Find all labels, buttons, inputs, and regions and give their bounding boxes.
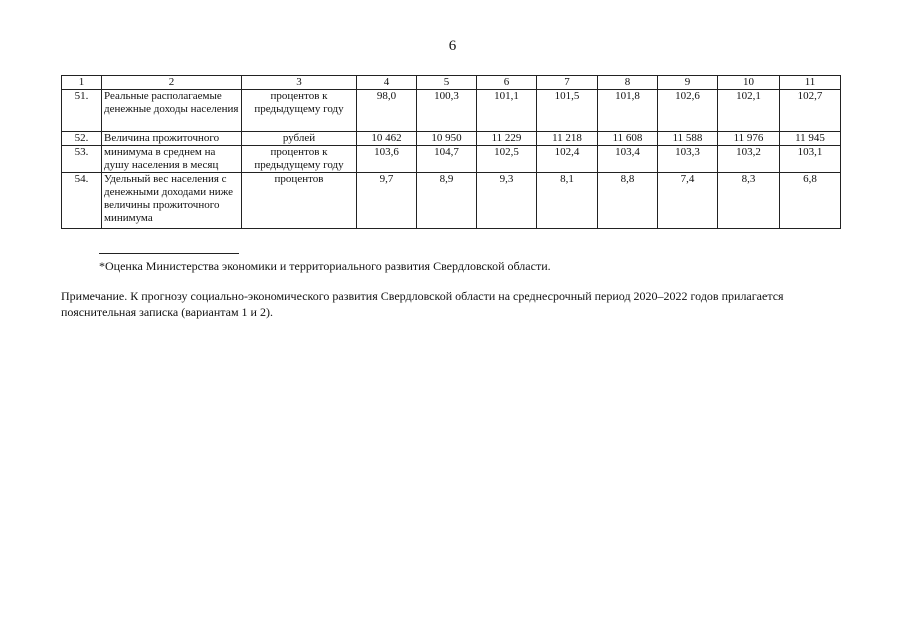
header-cell: 9 (658, 76, 718, 90)
value-cell: 7,4 (658, 173, 718, 229)
header-cell: 7 (537, 76, 598, 90)
indicator-name: Реальные располагаемые денежные доходы населения (102, 90, 242, 132)
header-cell: 4 (357, 76, 417, 90)
value-cell: 100,3 (417, 90, 477, 132)
table-row (62, 132, 841, 146)
header-cell: 1 (62, 76, 102, 90)
value-cell: 8,1 (537, 173, 598, 229)
row-number: 51. (62, 90, 102, 132)
header-cell: 10 (718, 76, 780, 90)
value-cell: 11 588 (658, 132, 718, 146)
row-number: 52. (62, 132, 102, 146)
value-cell: 103,2 (718, 146, 780, 173)
value-cell: 8,8 (598, 173, 658, 229)
value-cell: 102,1 (718, 90, 780, 132)
value-cell: 102,5 (477, 146, 537, 173)
value-cell: 10 950 (417, 132, 477, 146)
unit-cell: процентов к предыдущему году (242, 146, 357, 173)
header-cell: 5 (417, 76, 477, 90)
indicator-name: минимума в среднем на душу населения в месяц (102, 146, 242, 173)
value-cell: 103,4 (598, 146, 658, 173)
unit-cell: процентов (242, 173, 357, 229)
unit-cell: рублей (242, 132, 357, 146)
value-cell: 102,6 (658, 90, 718, 132)
table-header-row (62, 76, 841, 90)
value-cell: 6,8 (780, 173, 841, 229)
header-cell: 2 (102, 76, 242, 90)
value-cell: 103,1 (780, 146, 841, 173)
page-number: 6 (448, 38, 457, 54)
row-number: 53. (62, 146, 102, 173)
value-cell: 101,5 (537, 90, 598, 132)
value-cell: 102,4 (537, 146, 598, 173)
value-cell: 101,8 (598, 90, 658, 132)
table-row (62, 90, 841, 132)
value-cell: 8,3 (718, 173, 780, 229)
value-cell: 11 976 (718, 132, 780, 146)
value-cell: 104,7 (417, 146, 477, 173)
header-cell: 3 (242, 76, 357, 90)
header-cell: 8 (598, 76, 658, 90)
value-cell: 11 218 (537, 132, 598, 146)
footnote: *Оценка Министерства экономики и территориального развития Свердловской области. (99, 259, 551, 273)
value-cell: 10 462 (357, 132, 417, 146)
value-cell: 11 229 (477, 132, 537, 146)
header-cell: 11 (780, 76, 841, 90)
indicator-name: Удельный вес населения с денежными доходами ниже величины прожиточного минимума (102, 173, 242, 229)
forecast-table (61, 75, 841, 229)
table-row (62, 146, 841, 173)
value-cell: 9,7 (357, 173, 417, 229)
value-cell: 102,7 (780, 90, 841, 132)
value-cell: 103,3 (658, 146, 718, 173)
indicator-name: Величина прожиточного (102, 132, 242, 146)
value-cell: 98,0 (357, 90, 417, 132)
table-row (62, 173, 841, 229)
value-cell: 9,3 (477, 173, 537, 229)
value-cell: 103,6 (357, 146, 417, 173)
value-cell: 101,1 (477, 90, 537, 132)
value-cell: 11 945 (780, 132, 841, 146)
unit-cell: процентов к предыдущему году (242, 90, 357, 132)
value-cell: 11 608 (598, 132, 658, 146)
header-cell: 6 (477, 76, 537, 90)
row-number: 54. (62, 173, 102, 229)
value-cell: 8,9 (417, 173, 477, 229)
note-paragraph: Примечание. К прогнозу социально-экономического развития Свердловской области на среднесрочный период 2020–2022 годов прилагается пояснительная записка (вариантам 1 и 2). (61, 289, 784, 319)
footnote-divider (99, 253, 239, 254)
